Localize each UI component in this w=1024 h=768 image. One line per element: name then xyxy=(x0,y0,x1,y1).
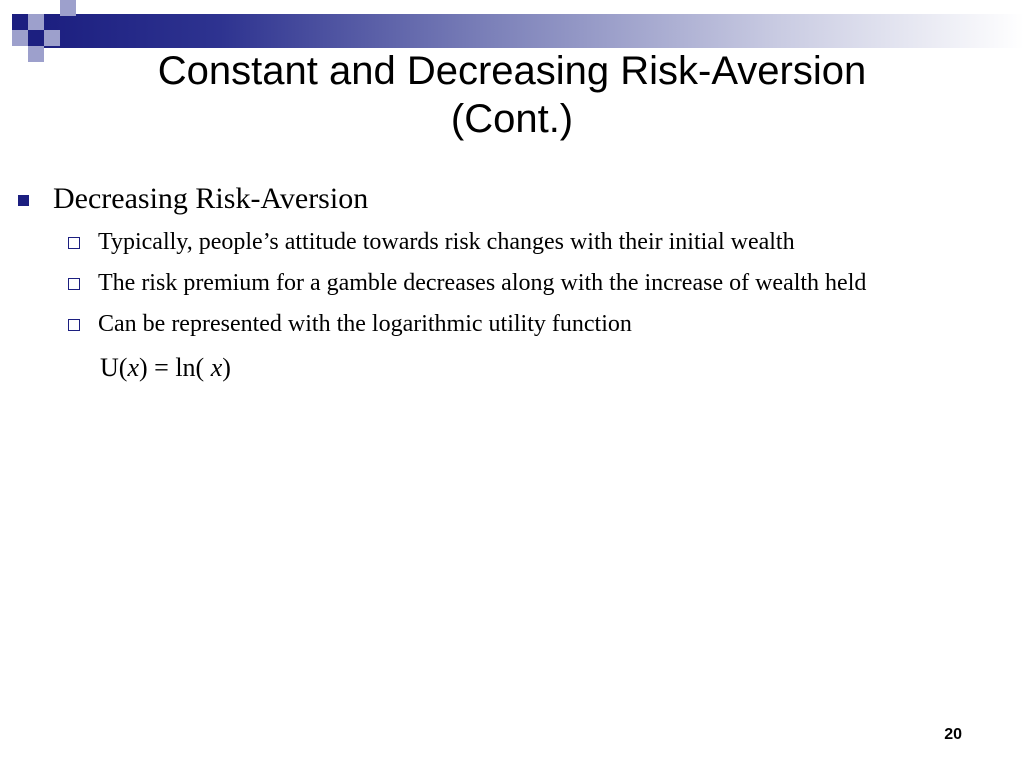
bullet-text: Decreasing Risk-Aversion xyxy=(53,182,369,215)
formula-lhs-close: ) xyxy=(138,353,148,382)
bullet-item xyxy=(18,182,368,216)
hollow-square-bullet-icon xyxy=(68,278,80,290)
utility-formula xyxy=(100,353,231,383)
formula-var: x xyxy=(210,353,223,382)
header-gradient-band xyxy=(44,14,1024,48)
formula-rhs-close: ) xyxy=(222,353,231,382)
square-bullet-icon xyxy=(18,195,29,206)
title-line-2: (Cont.) xyxy=(450,97,574,141)
formula-var: x xyxy=(127,353,139,382)
subbullet-item xyxy=(68,270,866,297)
subbullet-item xyxy=(68,311,632,338)
subbullet-text: Can be represented with the logarithmic utility function xyxy=(98,311,632,337)
hollow-square-bullet-icon xyxy=(68,319,80,331)
hollow-square-bullet-icon xyxy=(68,237,80,249)
subbullet-text: Typically, people’s attitude towards risk changes with their initial wealth xyxy=(98,229,795,255)
formula-lhs-fn: U( xyxy=(100,353,128,382)
formula-rhs-fn: ln( xyxy=(175,353,205,382)
slide-title xyxy=(0,47,1024,143)
page-number: 20 xyxy=(944,726,962,743)
subbullet-item xyxy=(68,229,795,256)
formula-equals: = xyxy=(154,353,169,382)
subbullet-text: The risk premium for a gamble decreases along with the increase of wealth held xyxy=(98,270,867,296)
title-line-1: Constant and Decreasing Risk-Aversion xyxy=(157,49,867,93)
